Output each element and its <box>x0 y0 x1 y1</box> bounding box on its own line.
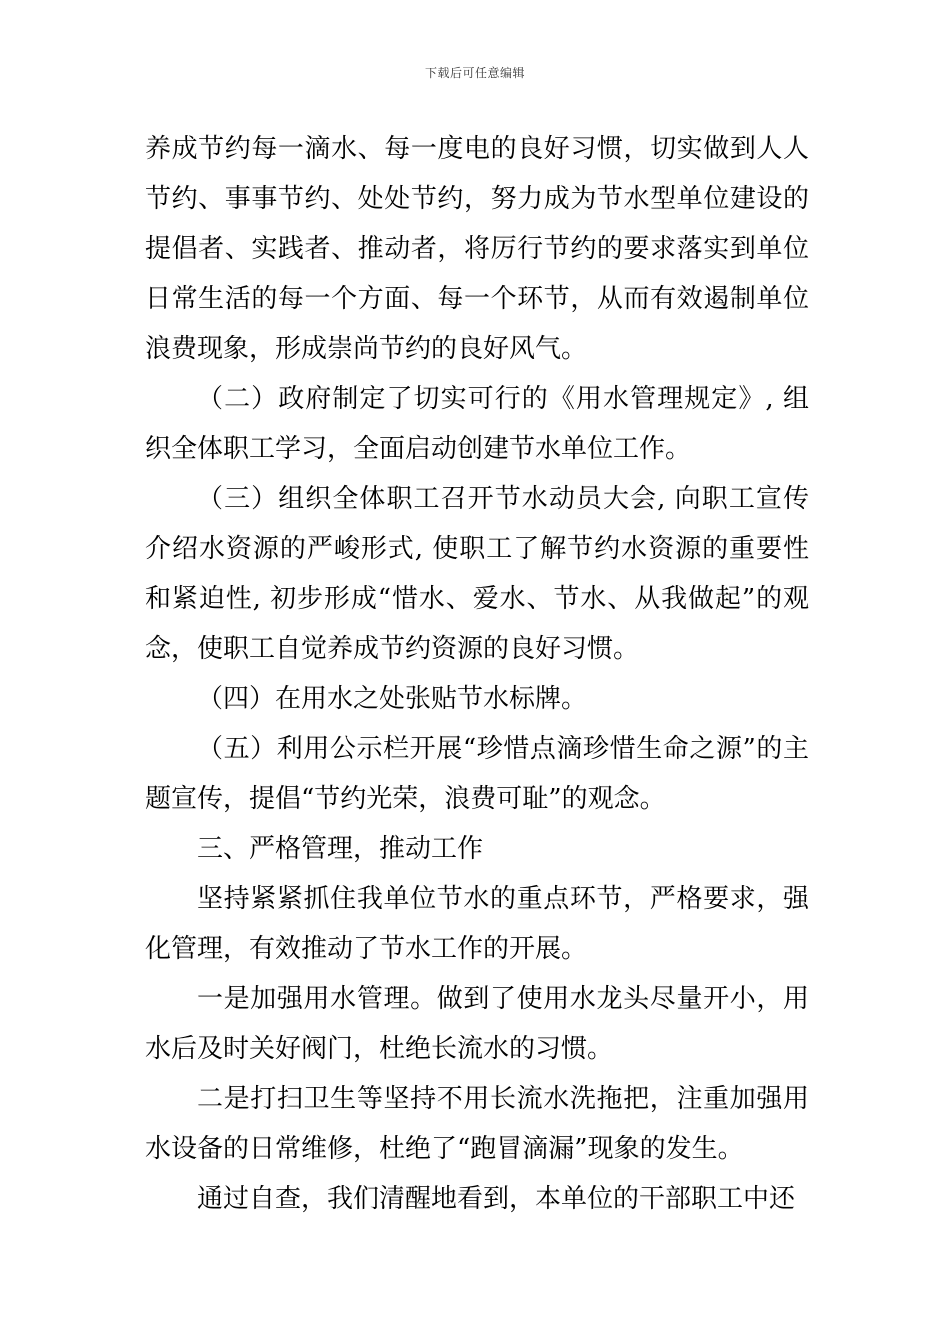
paragraph-item-5: （五）利用公示栏开展“珍惜点滴珍惜生命之源”的主题宣传，提倡“节约光荣，浪费可耻”的观念。 <box>145 734 809 814</box>
paragraph-point-1: 一是加强用水管理。做到了使用水龙头尽量开小，用水后及时关好阀门，杜绝长流水的习惯。 <box>145 984 809 1064</box>
paragraph-continuation: 养成节约每一滴水、每一度电的良好习惯，切实做到人人节约、事事节约、处处节约，努力成为节水型单位建设的提倡者、实践者、推动者，将厉行节约的要求落实到单位日常生活的每一个方面、每一个环节，从而有效遏制单位浪费现象，形成崇尚节约的良好风气。 <box>145 134 809 364</box>
paragraph-point-2: 二是打扫卫生等坚持不用长流水洗拖把，注重加强用水设备的日常维修，杜绝了“跑冒滴漏”现象的发生。 <box>145 1084 809 1164</box>
paragraph-self-check: 通过自查，我们清醒地看到，本单位的干部职工中还 <box>197 1184 796 1214</box>
paragraph-item-2: （二）政府制定了切实可行的《用水管理规定》, 组织全体职工学习，全面启动创建节水单位工作。 <box>145 384 809 464</box>
page-header: 下载后可任意编辑 <box>424 66 525 80</box>
paragraph-item-4: （四）在用水之处张贴节水标牌。 <box>197 684 588 714</box>
section-heading-3: 三、严格管理，推动工作 <box>197 834 484 864</box>
paragraph-section-intro: 坚持紧紧抓住我单位节水的重点环节，严格要求，强化管理，有效推动了节水工作的开展。 <box>145 884 809 964</box>
document-body <box>145 124 809 1224</box>
paragraph-item-3: （三）组织全体职工召开节水动员大会, 向职工宣传介绍水资源的严峻形式, 使职工了解节约水资源的重要性和紧迫性, 初步形成“惜水、爱水、节水、从我做起”的观念，使职工自觉养成节约资源的良好习惯。 <box>145 484 809 664</box>
